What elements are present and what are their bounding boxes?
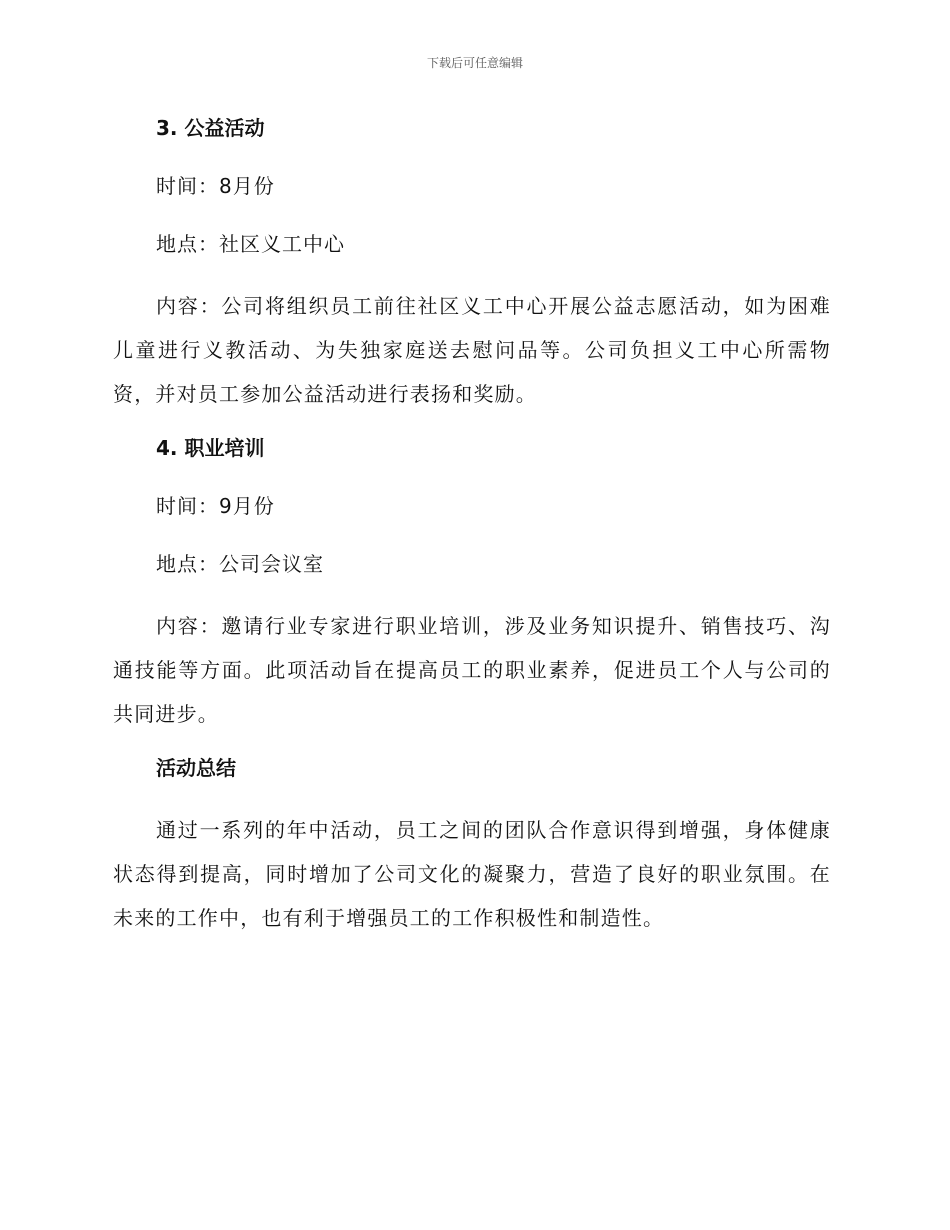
page-header-note: 下载后可任意编辑: [426, 56, 523, 70]
section-content-charity: 内容：公司将组织员工前往社区义工中心开展公益志愿活动，如为困难儿童进行义教活动、为失独家庭送去慰问品等。公司负担义工中心所需物资，并对员工参加公益活动进行表扬和奖励。: [113, 294, 831, 406]
section-place-charity: 地点：社区义工中心: [156, 232, 345, 256]
section-time-training: 时间：9月份: [156, 494, 275, 518]
document-body: [113, 110, 831, 954]
summary-heading: 活动总结: [156, 756, 236, 780]
section-place-training: 地点：公司会议室: [156, 552, 324, 576]
section-heading-training: 4. 职业培训: [156, 436, 265, 460]
summary-text: 通过一系列的年中活动，员工之间的团队合作意识得到增强，身体健康状态得到提高，同时增加了公司文化的凝聚力，营造了良好的职业氛围。在未来的工作中，也有利于增强员工的工作积极性和制造性。: [113, 818, 831, 930]
section-content-training: 内容：邀请行业专家进行职业培训，涉及业务知识提升、销售技巧、沟通技能等方面。此项活动旨在提高员工的职业素养，促进员工个人与公司的共同进步。: [113, 614, 831, 726]
section-time-charity: 时间：8月份: [156, 174, 275, 198]
section-heading-charity: 3. 公益活动: [156, 116, 265, 140]
